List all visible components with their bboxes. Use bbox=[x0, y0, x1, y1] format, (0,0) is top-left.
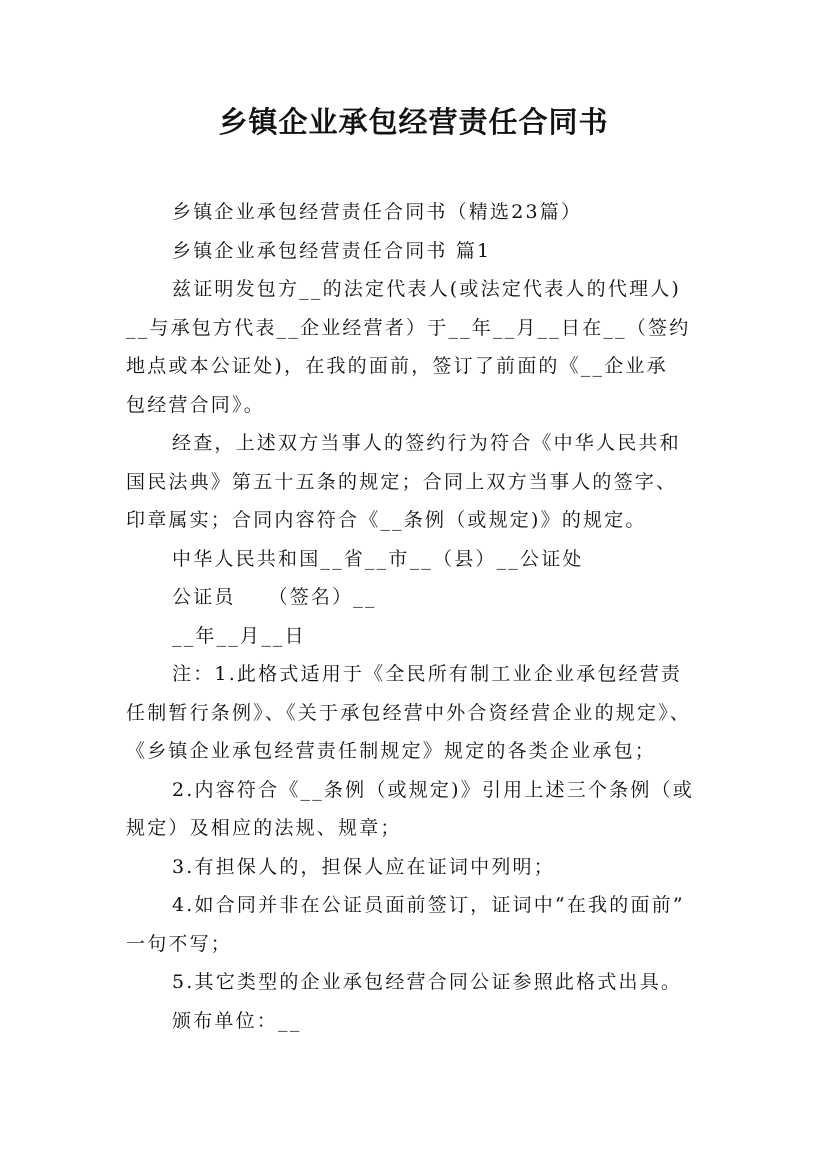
paragraph-line: 2.内容符合《__条例（或规定)》引用上述三个条例（或 bbox=[172, 778, 694, 801]
paragraph-line: 经查，上述双方当事人的签约行为符合《中华人民共和 bbox=[172, 432, 681, 454]
paragraph-line: 包经营合同》。 bbox=[126, 393, 265, 416]
paragraph-line: 中华人民共和国__省__市__（县）__公证处 bbox=[172, 547, 584, 570]
paragraph-line: 《乡镇企业承包经营责任制规定》规定的各类企业承包； bbox=[126, 740, 657, 762]
paragraph-line: 一句不写； bbox=[126, 932, 233, 955]
paragraph-line: 乡镇企业承包经营责任合同书 篇1 bbox=[172, 239, 492, 262]
document-title: 乡镇企业承包经营责任合同书 bbox=[218, 105, 609, 139]
paragraph-line: 国民法典》第五十五条的规定；合同上双方当事人的签字、 bbox=[126, 470, 678, 493]
paragraph-line: 地点或本公证处)，在我的面前，签订了前面的《__企业承 bbox=[126, 355, 668, 377]
document-body bbox=[126, 193, 706, 1040]
paragraph-line: 印章属实；合同内容符合《__条例（或规定)》的规定。 bbox=[126, 509, 647, 531]
paragraph-line: __与承包方代表__企业经营者）于__年__月__日在__（签约 bbox=[126, 316, 691, 339]
paragraph-line: 3.有担保人的，担保人应在证词中列明； bbox=[172, 855, 555, 878]
paragraph-line: 任制暂行条例》、《关于承包经营中外合资经营企业的规定》、 bbox=[126, 701, 692, 724]
paragraph-line: 兹证明发包方__的法定代表人(或法定代表人的代理人) bbox=[172, 278, 682, 300]
paragraph-line: __年__月__日 bbox=[172, 624, 306, 647]
paragraph-line: 颁布单位：__ bbox=[172, 1009, 302, 1032]
paragraph-line: 规定）及相应的法规、规章； bbox=[126, 817, 402, 839]
paragraph-line: 5.其它类型的企业承包经营合同公证参照此格式出具。 bbox=[172, 971, 683, 993]
paragraph-line: 公证员 （签名）__ bbox=[172, 586, 377, 608]
paragraph-line: 4.如合同并非在公证员面前签订，证词中“在我的面前” bbox=[172, 894, 685, 916]
paragraph-line: 注：1.此格式适用于《全民所有制工业企业承包经营责 bbox=[172, 663, 683, 685]
paragraph-line: 乡镇企业承包经营责任合同书（精选23篇） bbox=[172, 201, 583, 223]
